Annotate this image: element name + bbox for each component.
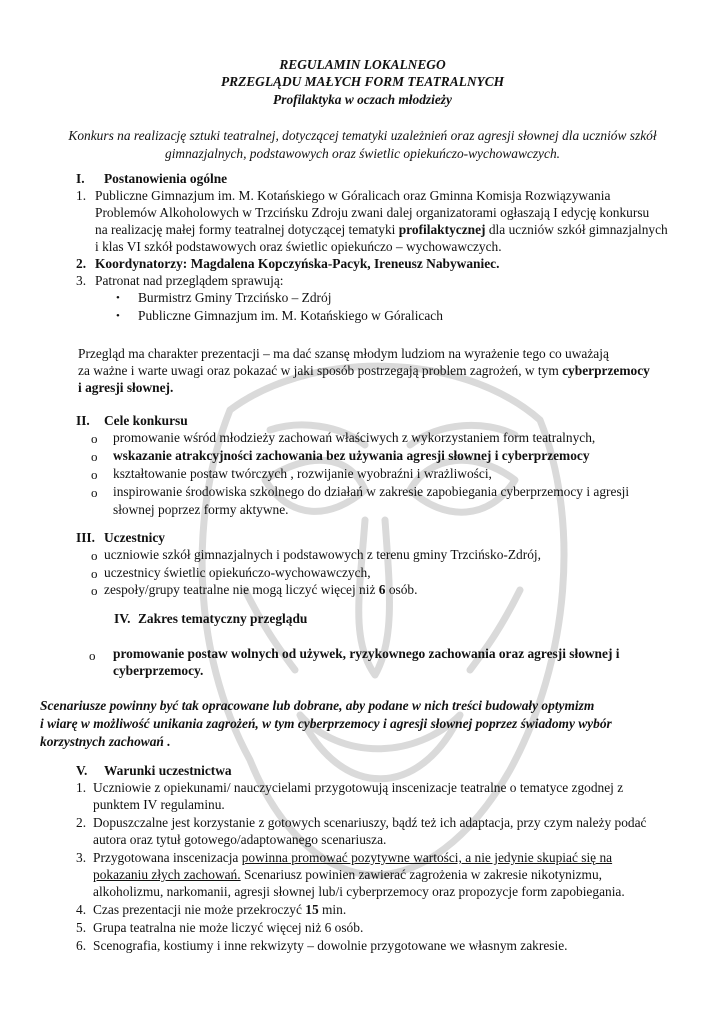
- bullet-marker-1: •: [116, 292, 120, 304]
- overview-line-2: [78, 363, 650, 379]
- s5-item-6-number: 6.: [76, 938, 87, 953]
- scenario-line-3: korzystnych zachowań .: [40, 734, 171, 749]
- overview-line-2a: za ważne i warte uwagi oraz pokazać w jaki sposób postrzegają problem zagrożeń, w tym: [78, 363, 563, 378]
- intro-line-1: Konkurs na realizację sztuki teatralnej, dotyczącej tematyki uzależnień oraz agresji słownej dla uczniów szkół: [68, 128, 657, 143]
- s5-item-3-line-1-underlined: powinna promować pozytywne wartości, a nie jedynie skupiać się na: [241, 850, 613, 865]
- s1-item-1-profilaktycznej: profilaktycznej: [398, 222, 486, 237]
- s1-item-3-number: 3.: [76, 273, 87, 288]
- participant-3a: zespoły/grupy teatralne nie mogą liczyć więcej niż: [104, 582, 379, 597]
- intro-line-2: gimnazjalnych, podstawowych oraz świetlic opiekuńczo-wychowawczych.: [165, 146, 560, 161]
- title-line-1: REGULAMIN LOKALNEGO: [279, 57, 446, 72]
- s5-item-5: Grupa teatralna nie może liczyć więcej niż 6 osób.: [93, 920, 364, 935]
- goal-4-line-2: słownej poprzez formy aktywne.: [113, 502, 289, 517]
- overview-line-1: Przegląd ma charakter prezentacji – ma dać szansę młodym ludziom na wyrażenie tego co uważają: [78, 346, 609, 361]
- s5-item-1-line-1: Uczniowie z opiekunami/ nauczycielami przygotowują inscenizacje teatralne o tematyce zgodnej z: [93, 780, 624, 795]
- s1-item-3-patronage: Patronat nad przeglądem sprawują:: [95, 273, 284, 288]
- goal-2: wskazanie atrakcyjności zachowania bez używania agresji słownej i cyberprzemocy: [113, 448, 590, 463]
- s4-marker: o: [89, 648, 96, 663]
- patron-1: Burmistrz Gminy Trzcińsko – Zdrój: [138, 290, 332, 305]
- s5-item-2-line-2: autora oraz tytuł gotowego/adaptowanego scenariusza.: [93, 832, 387, 847]
- s5-item-3-number: 3.: [76, 850, 87, 865]
- s5-item-3-line-2-underlined: pokazaniu złych zachowań.: [93, 867, 241, 882]
- s5-item-3-line-1a: Przygotowana inscenizacja: [93, 850, 242, 865]
- s5-item-4-minutes: 15: [305, 902, 319, 917]
- s3-marker-2: o: [91, 566, 98, 581]
- s1-item-1-line-1: [95, 188, 675, 204]
- s5-item-4c: min.: [318, 902, 347, 917]
- section-4-heading: Zakres tematyczny przeglądu: [138, 611, 308, 626]
- s2-marker-4: o: [91, 485, 98, 500]
- participant-3c: osób.: [385, 582, 418, 597]
- s1-item-1-line-2: Problemów Alkoholowych w Trzcińsku Zdroju zwani dalej organizatorami ogłaszają I edycję konkursu: [95, 205, 650, 220]
- s5-item-5-number: 5.: [76, 920, 87, 935]
- s5-item-6: Scenografia, kostiumy i inne rekwizyty – dowolnie przygotowane we własnym zakresie.: [93, 938, 568, 953]
- s3-marker-1: o: [91, 548, 98, 563]
- participant-3: [104, 582, 417, 598]
- patron-2: Publiczne Gimnazjum im. M. Kotańskiego w Góralicach: [138, 308, 443, 323]
- s5-item-3-line-2b: Scenariusz powinien zawierać zagrożenia w zakresie nikotynizmu,: [240, 867, 602, 882]
- participant-1: uczniowie szkół gimnazjalnych i podstawowych z terenu gminy Trzcińsko-Zdrój,: [104, 547, 541, 562]
- goal-1: promowanie wśród młodzieży zachowań właściwych z wykorzystaniem form teatralnych,: [113, 430, 596, 445]
- s2-marker-2: o: [91, 449, 98, 464]
- section-2-number: II.: [76, 413, 90, 428]
- s5-item-3-line-3: alkoholizmu, narkomanii, agresji słownej lub/i cyberprzemocy oraz propozycje form zapobiegania.: [93, 884, 625, 899]
- s1-item-1-number: 1.: [76, 188, 87, 203]
- title-line-3: Profilaktyka w oczach młodzieży: [273, 92, 452, 107]
- section-3-heading: Uczestnicy: [104, 530, 165, 545]
- overview-line-3: i agresji słownej.: [78, 380, 174, 395]
- s5-item-4a: Czas prezentacji nie może przekroczyć: [93, 902, 306, 917]
- section-1-number: I.: [76, 171, 85, 186]
- participant-3-count: 6: [378, 582, 386, 597]
- s5-item-4-number: 4.: [76, 902, 87, 917]
- section-1-heading: Postanowienia ogólne: [104, 171, 228, 186]
- overview-cyberprzemocy: cyberprzemocy: [562, 363, 650, 378]
- title-line-2: PRZEGLĄDU MAŁYCH FORM TEATRALNYCH: [220, 74, 505, 89]
- s1-item-1-line-3a: na realizację małej formy teatralnej dotyczącej tematyki: [95, 222, 399, 237]
- participant-2: uczestnicy świetlic opiekuńczo-wychowawczych,: [104, 565, 371, 580]
- s1-item-1-line-3: [95, 222, 668, 238]
- goal-4: inspirowanie środowiska szkolnego do działań w zakresie zapobiegania cyberprzemocy i agresji: [113, 484, 630, 499]
- scenario-line-1: Scenariusze powinny być tak opracowane lub dobrane, aby podane w nich treści budowały optymizm: [40, 698, 595, 713]
- s5-item-2-line-1: Dopuszczalne jest korzystanie z gotowych scenariuszy, bądź też ich adaptacja, przy czym należy podać: [93, 815, 647, 830]
- s1-item-2-number: 2.: [76, 256, 87, 271]
- s1-item-1-line-3c: dla uczniów szkół gimnazjalnych: [485, 222, 668, 237]
- s3-marker-3: o: [91, 583, 98, 598]
- s2-marker-3: o: [91, 467, 98, 482]
- section-5-number: V.: [76, 763, 88, 778]
- s1-item-1-line-1-text: Publiczne Gimnazjum im. M. Kotańskiego w Góralicach oraz Gminna Komisja Rozwiązywania: [95, 188, 611, 203]
- topic-line-2: cyberprzemocy.: [113, 663, 204, 678]
- section-3-number: III.: [76, 530, 95, 545]
- s2-marker-1: o: [91, 431, 98, 446]
- s1-item-1-line-4: i klas VI szkół podstawowych oraz świetlic opiekuńczo – wychowawczych.: [95, 239, 502, 254]
- bullet-marker-2: •: [116, 310, 120, 322]
- section-5-heading: Warunki uczestnictwa: [104, 763, 232, 778]
- section-2-heading: Cele konkursu: [104, 413, 188, 428]
- goal-3: kształtowanie postaw twórczych , rozwijanie wyobraźni i wrażliwości,: [113, 466, 492, 481]
- s5-item-1-line-2: punktem IV regulaminu.: [93, 797, 225, 812]
- s5-item-4: [93, 902, 346, 918]
- scenario-line-2: i wiarę w możliwość unikania zagrożeń, w tym cyberprzemocy i agresji słownej poprzez świadomy wybór: [40, 716, 612, 731]
- s5-item-3-line-1: [93, 850, 612, 866]
- s1-item-2-coordinators: Koordynatorzy: Magdalena Kopczyńska-Pacyk, Ireneusz Nabywaniec.: [95, 256, 500, 271]
- s5-item-2-number: 2.: [76, 815, 87, 830]
- s5-item-1-number: 1.: [76, 780, 87, 795]
- s5-item-3-line-2: [93, 867, 602, 883]
- topic-line-1: promowanie postaw wolnych od używek, ryzykownego zachowania oraz agresji słownej i: [113, 646, 620, 661]
- section-4-number: IV.: [114, 611, 131, 626]
